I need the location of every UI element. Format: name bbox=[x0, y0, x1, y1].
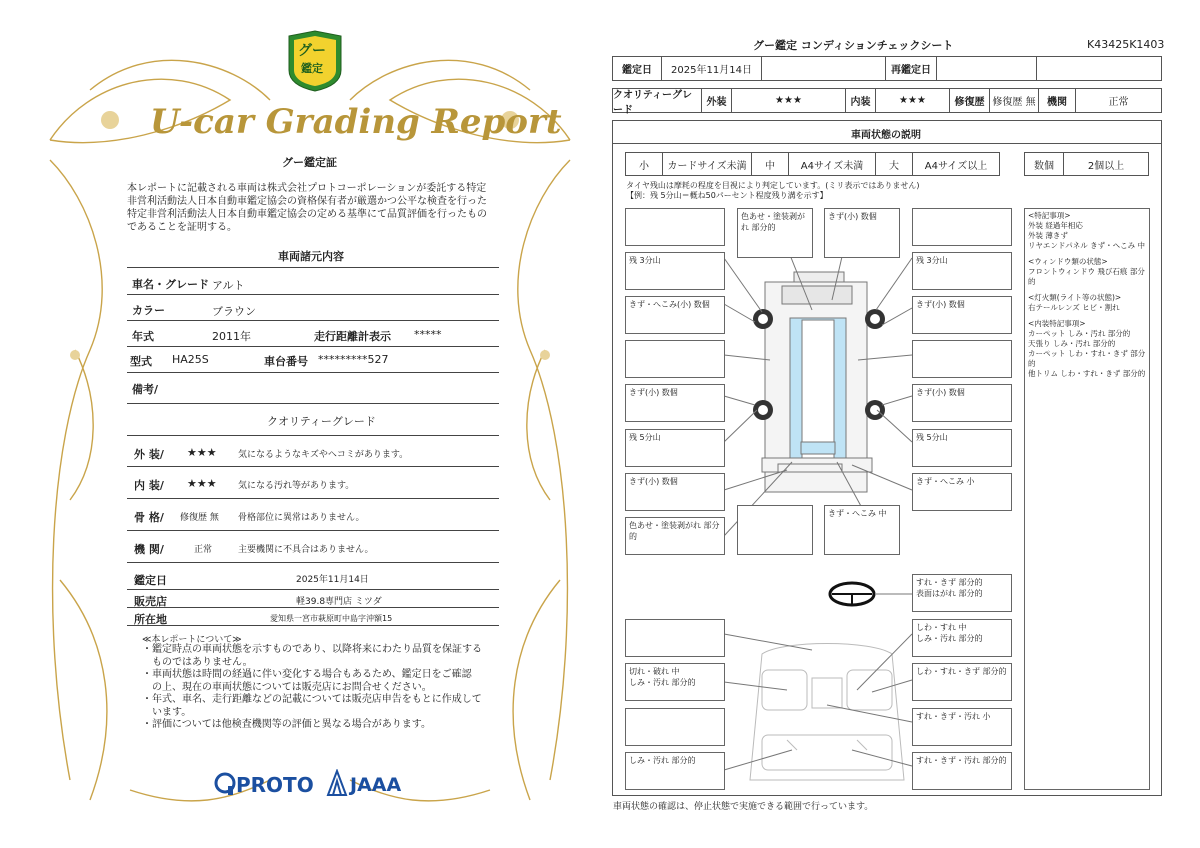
note-interior-right-2: しわ・すれ・きず 部分的 bbox=[912, 663, 1012, 701]
sheet-repair-label: 修復歴 bbox=[949, 88, 990, 113]
count-value: 2個以上 bbox=[1063, 152, 1149, 176]
sheet-engine-value: 正常 bbox=[1075, 88, 1162, 113]
model-value: HA25S bbox=[172, 353, 209, 366]
state-title: 車両状態の説明 bbox=[851, 130, 921, 141]
sheet-interior-label: 内装 bbox=[845, 88, 876, 113]
note-tire-rear-left: 残 5分山 bbox=[625, 429, 725, 467]
model-label: 型式 bbox=[130, 355, 152, 368]
tire-note-2: 【例：残 5分山＝概ね50パーセント程度残り溝を示す】 bbox=[626, 191, 828, 200]
badge-text-top: グー bbox=[298, 43, 326, 59]
note-front-right bbox=[912, 208, 1012, 246]
note-front-center-right: きず(小) 数個 bbox=[824, 208, 900, 258]
count-label: 数個 bbox=[1024, 152, 1064, 176]
chassis-label: 車台番号 bbox=[264, 355, 308, 368]
quality-title: クオリティーグレード bbox=[267, 415, 376, 428]
note-rear-left: 色あせ・塗装剥がれ 部分的 bbox=[625, 517, 725, 555]
name-label: 車名・グレード bbox=[132, 278, 209, 291]
note-front-left bbox=[625, 208, 725, 246]
address-value: 愛知県一宮市萩原町中島字沖額15 bbox=[270, 614, 393, 623]
address-label: 所在地 bbox=[134, 613, 167, 626]
badge-text-bottom: 鑑定 bbox=[301, 62, 323, 75]
proto-logo-icon bbox=[214, 772, 236, 796]
note-right-mid bbox=[912, 340, 1012, 378]
reeval-label: 再鑑定日 bbox=[885, 56, 937, 81]
note-right-front-side: きず(小) 数個 bbox=[912, 296, 1012, 334]
year-label: 年式 bbox=[132, 330, 154, 343]
sheet-id: K43425K1403 bbox=[1087, 38, 1165, 51]
sheet-quality-label: クオリティーグレード bbox=[612, 88, 702, 113]
notice-title: ≪本レポートについて≫ bbox=[142, 635, 242, 645]
proto-logo-text: PROTO bbox=[236, 773, 314, 797]
chassis-value: *********527 bbox=[318, 353, 389, 366]
spec-title: 車両諸元内容 bbox=[278, 250, 344, 263]
note-front-center-left: 色あせ・塗装剥がれ 部分的 bbox=[737, 208, 813, 258]
note-steering: すれ・きず 部分的 表面はがれ 部分的 bbox=[912, 574, 1012, 612]
cert-title: グー鑑定証 bbox=[282, 156, 337, 169]
note-left-rear-side: きず(小) 数個 bbox=[625, 384, 725, 422]
sheet-exterior-value: ★★★ bbox=[731, 88, 846, 113]
note-interior-right-1: しわ・すれ 中 しみ・汚れ 部分的 bbox=[912, 619, 1012, 657]
date-value: 2025年11月14日 bbox=[296, 575, 369, 585]
notice-list: ・鑑定時点の車両状態を示すものであり、以降将来にわたり品質を保証する ものではありません。 ・車両状態は時間の経過に伴い変化する場合もあるため、鑑定日をご確認 の上、現在の車両状態については販売店にお問合せください。 ・年式、車名、走行距離などの記載については販売店申告をもとに作成して います。 ・評価については他検査機関等の評価と異なる場合があります。 bbox=[142, 644, 482, 730]
tire-note-1: タイヤ残山は摩耗の程度を目視により判定しています。(ミリ表示ではありません) bbox=[626, 181, 920, 190]
special-notes: <特記事項> 外装 経過年相応 外装 薄きず リヤエンドパネル きず・へこみ 中 <ウィンドウ類の状態> フロントウィンドウ 飛び石痕 部分的 <灯火類(ライト等の状態)> 右テールレンズ ヒビ・割れ <内装特記事項> カーペット しみ・汚れ 部分的 天張り しみ・汚れ 部分的 カーペット しわ・すれ・きず 部分的 他トリム しわ・すれ・きず 部分的 bbox=[1024, 208, 1150, 790]
note-interior-left-1 bbox=[625, 619, 725, 657]
note-interior-left-2: 切れ・破れ 中 しみ・汚れ 部分的 bbox=[625, 663, 725, 701]
note-left-rear-corner: きず(小) 数個 bbox=[625, 473, 725, 511]
note-right-rear-side: きず(小) 数個 bbox=[912, 384, 1012, 422]
report-title: U-car Grading Report bbox=[150, 102, 562, 142]
sheet-repair-value: 修復歴 無 bbox=[989, 88, 1039, 113]
note-tire-front-right: 残 3分山 bbox=[912, 252, 1012, 290]
shop-value: 軽39.8専門店 ミツダ bbox=[296, 597, 382, 607]
note-right-rear-corner: きず・へこみ 小 bbox=[912, 473, 1012, 511]
note-interior-left-3 bbox=[625, 708, 725, 746]
jaaa-logo-text: JAAA bbox=[350, 774, 402, 796]
sheet-engine-label: 機関 bbox=[1038, 88, 1076, 113]
note-left-mid bbox=[625, 340, 725, 378]
sheet-footer: 車両状態の確認は、停止状態で実施できる範囲で行っています。 bbox=[613, 802, 874, 812]
sheet-exterior-label: 外装 bbox=[701, 88, 732, 113]
note-interior-right-3: すれ・きず・汚れ 小 bbox=[912, 708, 1012, 746]
sheet-date-value: 2025年11月14日 bbox=[661, 56, 762, 81]
sheet-date-label: 鑑定日 bbox=[612, 56, 662, 81]
date-label: 鑑定日 bbox=[134, 574, 167, 587]
note-interior-left-4: しみ・汚れ 部分的 bbox=[625, 752, 725, 790]
note-tire-rear-right: 残 5分山 bbox=[912, 429, 1012, 467]
sheet-title: グー鑑定 コンディションチェックシート bbox=[753, 39, 954, 52]
color-label: カラー bbox=[132, 304, 165, 317]
color-value: ブラウン bbox=[212, 305, 256, 318]
note-left-front-side: きず・へこみ(小) 数個 bbox=[625, 296, 725, 334]
remarks-label: 備考/ bbox=[132, 383, 159, 396]
shop-label: 販売店 bbox=[134, 595, 167, 608]
mileage-value: ***** bbox=[414, 328, 442, 341]
note-rear-center-left bbox=[737, 505, 813, 555]
cert-body: 本レポートに記載される車両は株式会社プロトコーポレーションが委託する特定非営利活動法人日本自動車鑑定協会の資格保有者が厳選かつ公平な検査を行った特定非営利活動法人日本自動車鑑定協会の定める基準にて品質評価を行ったものであることを証明する。 bbox=[127, 183, 487, 233]
note-rear-center-right: きず・へこみ 中 bbox=[824, 505, 900, 555]
name-value: アルト bbox=[212, 279, 245, 292]
note-interior-right-4: すれ・きず・汚れ 部分的 bbox=[912, 752, 1012, 790]
mileage-label: 走行距離計表示 bbox=[314, 330, 391, 343]
jaaa-logo-icon bbox=[326, 769, 348, 797]
year-value: 2011年 bbox=[212, 330, 251, 343]
sheet-interior-value: ★★★ bbox=[875, 88, 950, 113]
note-tire-front-left: 残 3分山 bbox=[625, 252, 725, 290]
